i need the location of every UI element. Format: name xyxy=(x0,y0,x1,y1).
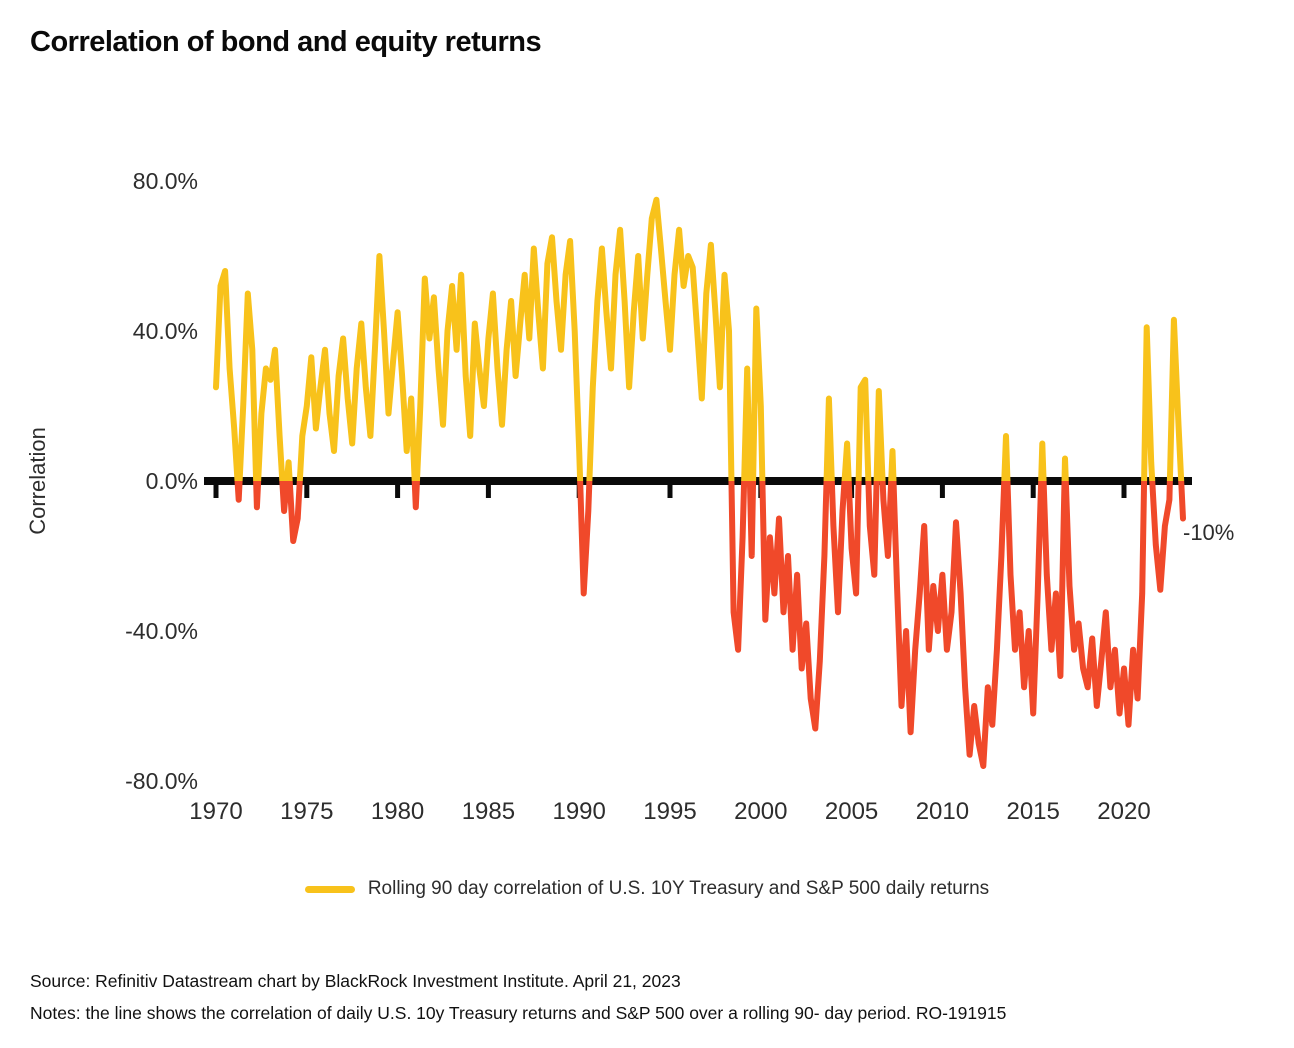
legend-label: Rolling 90 day correlation of U.S. 10Y Treasury and S&P 500 daily returns xyxy=(367,878,990,899)
axis-mark xyxy=(395,477,400,498)
x-tick-label: 2000 xyxy=(734,798,788,825)
x-tick-label: 1995 xyxy=(643,798,697,825)
end-value-annotation: -10% xyxy=(1183,520,1235,545)
axis-mark xyxy=(940,477,945,498)
y-tick-label: 0.0% xyxy=(145,468,198,494)
axis-mark xyxy=(1122,477,1127,498)
legend-line-swatch xyxy=(305,886,355,893)
source-text: Source: Refinitiv Datastream chart by BlackRock Investment Institute. April 21, 2023 xyxy=(30,971,681,991)
notes-text: Notes: the line shows the correlation of daily U.S. 10y Treasury returns and S&P 500 over a rolling 90- day period. RO-191915 xyxy=(30,1003,1007,1023)
x-tick-label: 1980 xyxy=(370,798,425,825)
y-tick-label: 80.0% xyxy=(132,168,198,194)
axis-mark xyxy=(214,477,219,498)
x-tick-label: 1990 xyxy=(552,798,606,825)
y-tick-label: -40.0% xyxy=(125,618,198,644)
x-tick-label: 1975 xyxy=(280,798,334,825)
footer xyxy=(30,965,1006,1029)
axis-mark xyxy=(668,477,673,498)
axis-mark xyxy=(304,477,309,498)
x-tick-label: 2010 xyxy=(915,798,970,825)
axis-mark xyxy=(1031,477,1036,498)
x-tick-label: 2005 xyxy=(824,798,879,825)
y-axis-title: Correlation xyxy=(25,427,50,535)
x-tick-label: 2015 xyxy=(1006,798,1060,825)
x-tick-label: 1970 xyxy=(189,798,243,825)
y-tick-label: -80.0% xyxy=(125,768,198,794)
axis-mark xyxy=(486,477,491,498)
page-title: Correlation of bond and equity returns xyxy=(30,26,542,58)
legend xyxy=(0,878,1294,900)
x-tick-label: 1985 xyxy=(461,798,516,825)
y-tick-label: 40.0% xyxy=(132,318,198,344)
x-tick-label: 2020 xyxy=(1097,798,1151,825)
